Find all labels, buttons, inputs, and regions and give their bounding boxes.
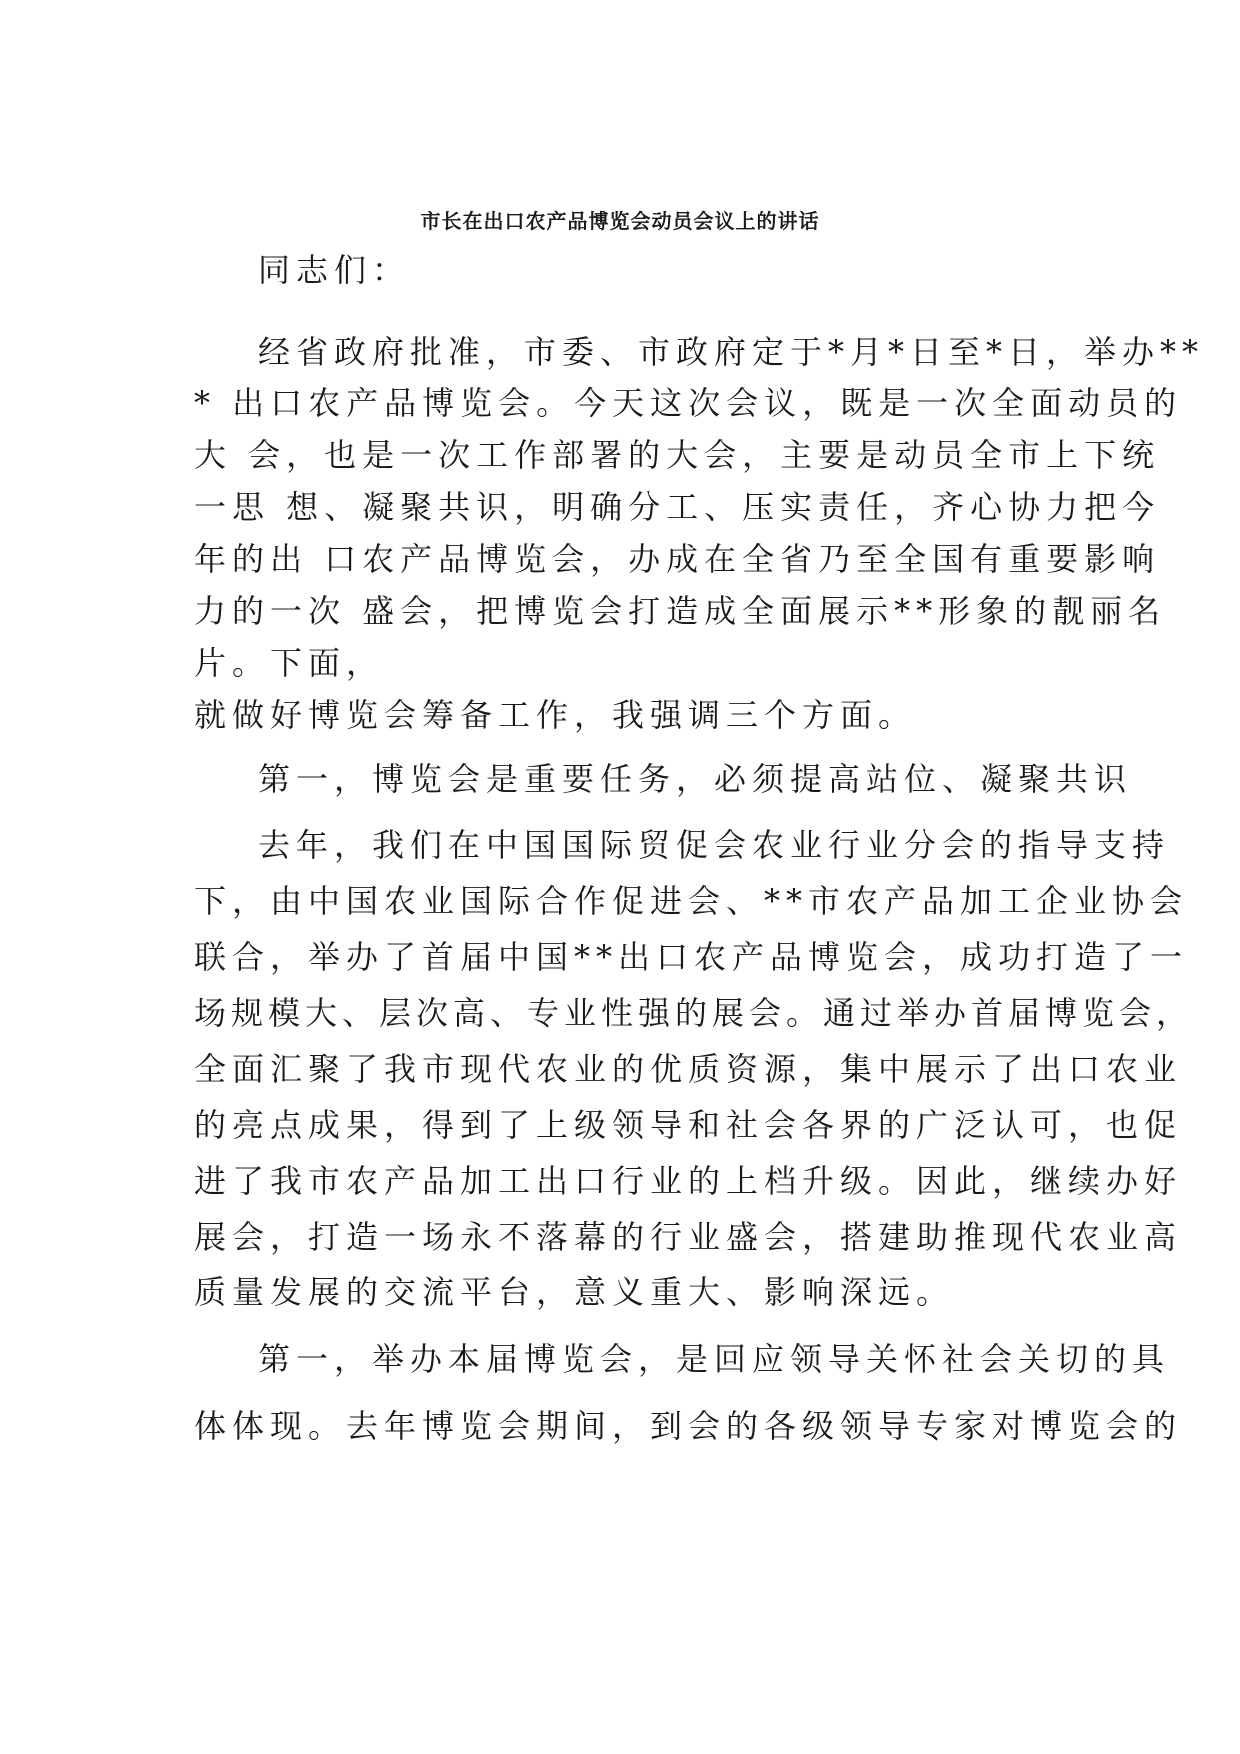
paragraph-line: 体体现。去年博览会期间，到会的各级领导专家对博览会的 (194, 1407, 1183, 1445)
paragraph-line: 就做好博览会筹备工作，我强调三个方面。 (194, 696, 917, 734)
paragraph-line: * 出口农产品博览会。今天这次会议，既是一次全面动员的 (194, 384, 1183, 422)
document-title: 市长在出口农产品博览会动员会议上的讲话 (420, 209, 820, 233)
paragraph-line: 力的一次 盛会，把博览会打造成全面展示**形象的靓丽名 (194, 592, 1167, 630)
paragraph-line: 第一，举办本届博览会，是回应领导关怀社会关切的具 (258, 1340, 1171, 1378)
paragraph-line: 大 会，也是一次工作部署的大会，主要是动员全市上下统 (194, 436, 1161, 474)
paragraph-line: 下，由中国农业国际合作促进会、**市农产品加工企业协会 (194, 882, 1189, 920)
paragraph-line: 质量发展的交流平台，意义重大、影响深远。 (194, 1273, 955, 1311)
paragraph-line: 经省政府批准，市委、市政府定于*月*日至*日，举办** (258, 333, 1205, 371)
paragraph-line: 展会，打造一场永不落幕的行业盛会，搭建助推现代农业高 (194, 1218, 1183, 1256)
paragraph-line: 联合，举办了首届中国**出口农产品博览会，成功打造了一 (194, 938, 1189, 976)
paragraph-line: 场规模大、层次高、专业性强的展会。通过举办首届博览会， (194, 994, 1194, 1032)
paragraph-line: 全面汇聚了我市现代农业的优质资源，集中展示了出口农业 (194, 1050, 1183, 1088)
section-heading: 第一，博览会是重要任务，必须提高站位、凝聚共识 (258, 760, 1133, 798)
paragraph-line: 进了我市农产品加工出口行业的上档升级。因此，继续办好 (194, 1162, 1183, 1200)
paragraph-line: 的亮点成果，得到了上级领导和社会各界的广泛认可，也促 (194, 1106, 1183, 1144)
paragraph-line: 一思 想、凝聚共识，明确分工、压实责任，齐心协力把今 (194, 488, 1161, 526)
paragraph-line: 片。下面， (194, 644, 385, 682)
paragraph-line: 年的出 口农产品博览会，办成在全省乃至全国有重要影响 (194, 540, 1161, 578)
salutation: 同志们： (258, 251, 411, 289)
paragraph-line: 去年，我们在中国国际贸促会农业行业分会的指导支持 (258, 826, 1171, 864)
